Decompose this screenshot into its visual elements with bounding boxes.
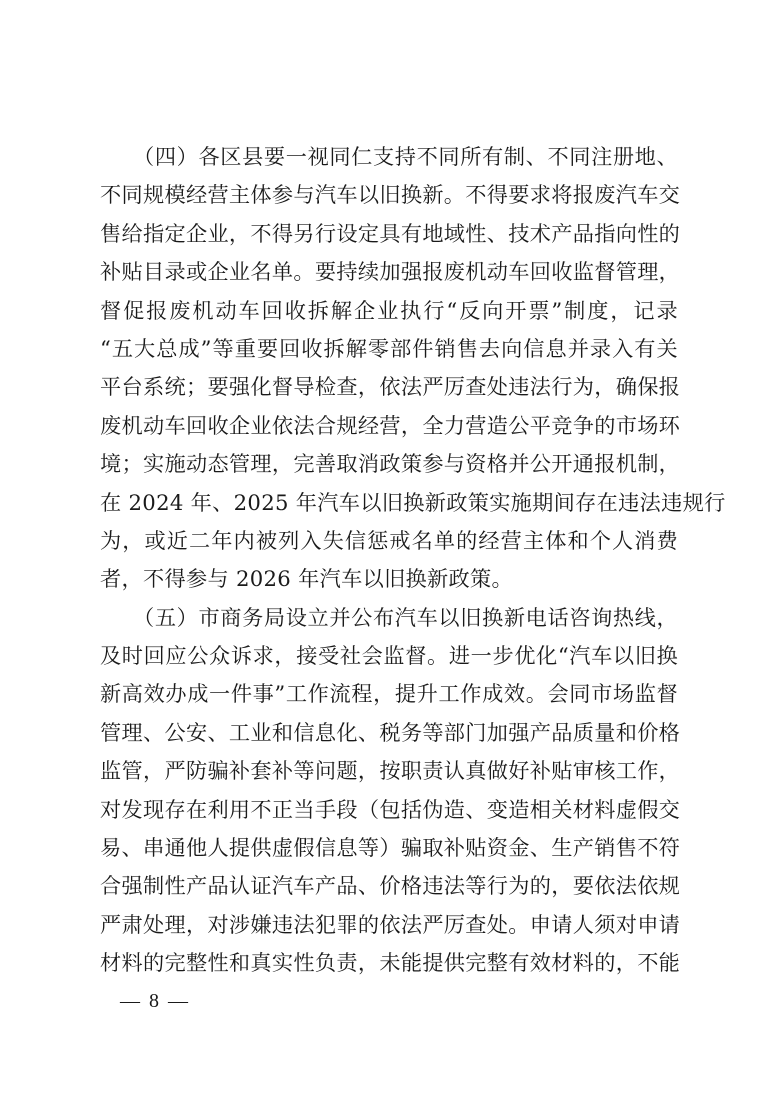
text-line: （四）各区县要一视同仁支持不同所有制、不同注册地、 bbox=[100, 144, 678, 169]
text-line: 新高效办成一件事”工作流程，提升工作成效。会同市场监督 bbox=[100, 681, 678, 707]
page-number: — 8 — bbox=[120, 990, 190, 1012]
text-line: 对发现存在利用不正当手段（包括伪造、变造相关材料虚假交 bbox=[100, 796, 681, 822]
text-line: 废机动车回收企业依法合规经营，全力营造公平竞争的市场环 bbox=[100, 412, 681, 438]
text-line: 平台系统；要强化督导检查，依法严厉查处违法行为，确保报 bbox=[100, 374, 681, 400]
text-line: 售给指定企业，不得另行设定具有地域性、技术产品指向性的 bbox=[100, 220, 681, 246]
paragraph-5 bbox=[100, 599, 681, 983]
text-line: 管理、公安、工业和信息化、税务等部门加强产品质量和价格 bbox=[100, 719, 681, 745]
text-line: 补贴目录或企业名单。要持续加强报废机动车回收监督管理， bbox=[100, 259, 681, 285]
text-line: （五）市商务局设立并公布汽车以旧换新电话咨询热线， bbox=[100, 604, 678, 630]
text-line: 不同规模经营主体参与汽车以旧换新。不得要求将报废汽车交 bbox=[100, 182, 681, 208]
text-line: 材料的完整性和真实性负责，未能提供完整有效材料的，不能 bbox=[100, 950, 681, 976]
text-line: 境；实施动态管理，完善取消政策参与资格并公开通报机制， bbox=[100, 451, 681, 477]
text-line: “五大总成”等重要回收拆解零部件销售去向信息并录入有关 bbox=[100, 335, 678, 361]
text-line: 严肃处理，对涉嫌违法犯罪的依法严厉查处。申请人须对申请 bbox=[100, 911, 681, 937]
document-page bbox=[100, 138, 726, 983]
text-line: 者，不得参与 2026 年汽车以旧换新政策。 bbox=[100, 566, 513, 592]
paragraph-4 bbox=[100, 138, 726, 599]
text-line: 易、串通他人提供虚假信息等）骗取补贴资金、生产销售不符 bbox=[100, 835, 681, 861]
text-line: 在 2024 年、2025 年汽车以旧换新政策实施期间存在违法违规行 bbox=[100, 489, 726, 515]
text-line: 合强制性产品认证汽车产品、价格违法等行为的，要依法依规 bbox=[100, 873, 681, 899]
text-line: 督促报废机动车回收拆解企业执行“反向开票”制度，记录 bbox=[100, 297, 678, 323]
text-line: 及时回应公众诉求，接受社会监督。进一步优化“汽车以旧换 bbox=[100, 643, 678, 669]
text-line: 监管，严防骗补套补等问题，按职责认真做好补贴审核工作， bbox=[100, 758, 681, 784]
text-line: 为，或近二年内被列入失信惩戒名单的经营主体和个人消费 bbox=[100, 527, 678, 553]
